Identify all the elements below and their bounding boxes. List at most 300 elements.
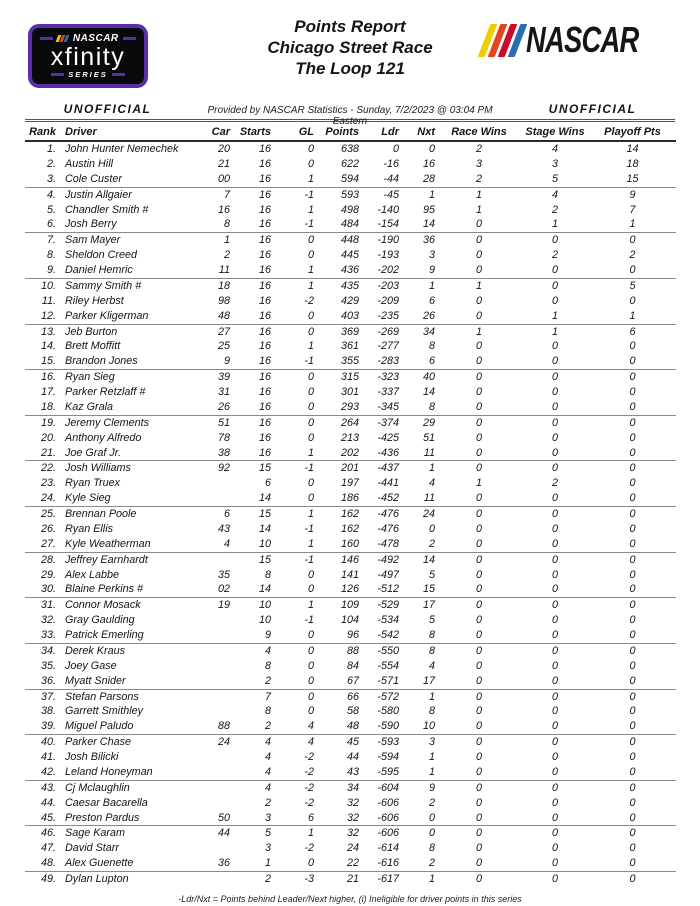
table-cell: 0 (589, 400, 676, 415)
title-line-event: The Loop 121 (295, 59, 405, 78)
table-cell: 0 (307, 690, 314, 703)
table-cell: -512 (361, 582, 401, 597)
table-cell: 2 (264, 796, 271, 809)
table-cell: 594 (316, 172, 361, 187)
table-cell: 1 (307, 827, 314, 840)
table-cell: -452 (361, 491, 401, 506)
table-cell: -154 (361, 217, 401, 232)
table-cell: 0 (437, 354, 521, 369)
table-row (25, 643, 676, 658)
table-cell: 16 (258, 386, 271, 398)
table-row (25, 628, 676, 643)
table-cell: 8 (428, 644, 435, 657)
table-cell: -436 (361, 446, 401, 461)
table-cell: 0 (521, 765, 589, 780)
table-cell: 51 (217, 416, 230, 429)
table-cell: 2 (264, 873, 271, 885)
table-cell: -45 (383, 188, 399, 201)
table-cell: 4 (551, 188, 558, 201)
table-cell: 0 (475, 796, 482, 809)
table-cell: 1 (475, 203, 482, 216)
table-cell: 0 (629, 568, 636, 581)
table-cell: 0 (307, 371, 314, 384)
table-cell: 0 (437, 674, 521, 689)
table-cell: 126 (316, 582, 361, 597)
table-cell: 202 (316, 446, 361, 461)
table-cell: 0 (589, 582, 676, 597)
nascar-stripes-icon (57, 35, 68, 42)
table-cell: -617 (377, 873, 399, 885)
table-cell: 41. (40, 751, 56, 763)
table-cell: 16. (40, 371, 56, 384)
table-cell: 0 (521, 400, 589, 415)
column-header-starts: Starts (232, 123, 273, 141)
table-cell: 0 (629, 873, 636, 885)
table-cell: 18 (626, 157, 639, 170)
table-cell: 0 (437, 856, 521, 871)
table-cell: 0 (521, 354, 589, 369)
table-cell: -476 (377, 508, 399, 520)
table-cell: 1 (428, 279, 435, 292)
table-cell: 5 (428, 614, 435, 627)
table-cell (200, 704, 232, 719)
table-cell: 16 (258, 279, 271, 292)
table-cell: 0 (475, 751, 482, 763)
table-cell: 0 (521, 263, 589, 278)
table-cell: 0 (521, 674, 589, 689)
table-cell: 84 (346, 659, 359, 672)
table-cell: 9 (401, 263, 437, 278)
table-cell: Kyle Sieg (58, 491, 200, 506)
table-cell: 3 (264, 842, 271, 855)
table-cell (200, 796, 232, 811)
table-cell: 0 (437, 628, 521, 643)
table-cell: 14 (401, 217, 437, 232)
table-row (25, 552, 676, 567)
table-cell (200, 659, 232, 674)
table-cell (200, 674, 232, 689)
table-cell: -616 (361, 856, 401, 871)
table-cell: 0 (589, 856, 676, 871)
table-cell: 4 (428, 659, 435, 672)
column-header-nxt: Nxt (401, 123, 437, 141)
table-cell: 0 (475, 690, 482, 703)
table-cell: Parker Chase (65, 736, 132, 749)
table-cell: 315 (340, 371, 359, 384)
table-cell: 16 (258, 203, 271, 216)
table-cell: -140 (377, 203, 399, 216)
table-cell: 26. (40, 522, 56, 535)
table-cell: 6 (401, 354, 437, 369)
table-cell: -1 (304, 462, 314, 475)
table-cell: 5 (264, 827, 271, 840)
table-cell: 16 (232, 217, 273, 232)
table-cell: 19 (217, 599, 230, 612)
table-row (25, 370, 676, 385)
table-cell: Parker Kligerman (58, 309, 200, 324)
table-row (25, 719, 676, 734)
table-cell: -593 (377, 736, 399, 749)
table-cell: 50 (200, 811, 232, 826)
table-cell: -492 (377, 553, 399, 566)
table-cell: 264 (340, 416, 359, 429)
table-cell: 5. (46, 203, 56, 216)
table-cell: 5 (629, 279, 636, 292)
table-cell: -594 (377, 751, 399, 763)
table-cell: 44 (346, 751, 359, 763)
table-cell: Gray Gaulding (65, 614, 135, 627)
table-row (25, 750, 676, 765)
table-row (25, 704, 676, 719)
table-cell: 35 (217, 568, 230, 581)
subheader-row (25, 102, 675, 127)
table-cell: 33. (25, 628, 58, 643)
table-cell: -606 (377, 827, 399, 840)
table-cell: 0 (629, 736, 636, 749)
table-cell: 3 (475, 157, 482, 170)
table-cell: 1 (428, 690, 435, 703)
table-cell: 1 (307, 508, 314, 520)
table-cell: 27 (217, 325, 230, 338)
table-cell: 0 (551, 234, 558, 247)
table-cell: 39. (25, 719, 58, 734)
table-cell: 0 (475, 705, 482, 718)
table-cell: 0 (551, 553, 558, 566)
column-header-points: Points (316, 123, 361, 141)
table-cell: 9 (428, 781, 435, 794)
table-cell: 21. (25, 446, 58, 461)
table-cell: 2 (401, 856, 437, 871)
table-cell: 0 (273, 309, 316, 324)
table-cell: Riley Herbst (65, 294, 124, 307)
table-cell: -2 (304, 781, 314, 794)
table-cell: 1 (273, 537, 316, 552)
table-cell: 24 (422, 508, 435, 520)
table-cell: 14 (232, 491, 273, 506)
table-cell: 17. (40, 386, 56, 398)
table-cell: 43 (217, 522, 230, 535)
table-cell: -3 (304, 873, 314, 885)
badge-series-right-dash (112, 73, 125, 76)
table-cell: 4 (264, 736, 271, 749)
table-cell: 3. (25, 172, 58, 187)
table-cell: -529 (377, 599, 399, 612)
table-cell: Brennan Poole (65, 508, 137, 520)
table-cell: 0 (629, 659, 636, 672)
table-cell: 0 (437, 446, 521, 461)
table-cell: 22 (316, 856, 361, 871)
table-cell: -209 (377, 294, 399, 307)
table-cell: Dylan Lupton (65, 873, 129, 885)
table-cell: 0 (551, 873, 558, 885)
table-cell: -441 (377, 477, 399, 490)
table-cell: 16 (232, 172, 273, 187)
table-cell: 2 (551, 249, 558, 262)
table-row (25, 385, 676, 400)
table-cell: 14 (626, 143, 639, 155)
table-cell: 0 (273, 674, 316, 689)
table-cell: 92 (217, 462, 230, 475)
table-cell: 15 (589, 172, 676, 187)
table-cell: 9 (200, 354, 232, 369)
table-cell: 17 (422, 599, 435, 612)
table-cell: 35. (40, 659, 56, 672)
table-cell: 0 (307, 386, 314, 398)
table-cell: 16 (232, 400, 273, 415)
table-row (25, 613, 676, 628)
table-cell: 0 (589, 674, 676, 689)
table-cell: 23. (40, 477, 56, 490)
table-row (25, 582, 676, 597)
table-cell: 369 (340, 325, 359, 338)
table-cell: 1 (428, 188, 435, 201)
table-cell: 0 (521, 582, 589, 597)
table-cell: Jeffrey Earnhardt (65, 553, 148, 566)
table-cell: Anthony Alfredo (65, 431, 142, 444)
table-cell: 1 (475, 188, 482, 201)
table-cell: Blaine Perkins # (58, 582, 200, 597)
table-cell: 1 (223, 234, 230, 247)
table-cell: 0 (475, 568, 482, 581)
table-cell: 95 (422, 203, 435, 216)
table-cell: 25 (217, 340, 230, 353)
table-cell: 32. (40, 614, 56, 627)
badge-series-left-dash (51, 73, 64, 76)
table-cell: 3 (428, 736, 435, 749)
table-row (25, 309, 676, 324)
table-cell: 0 (629, 690, 636, 703)
table-cell: -595 (361, 765, 401, 780)
table-row (25, 811, 676, 826)
table-cell: -425 (377, 431, 399, 444)
table-row (25, 431, 676, 446)
table-cell (200, 765, 232, 780)
table-cell: 0 (629, 340, 636, 353)
table-cell: -193 (377, 249, 399, 262)
table-cell: 1 (589, 217, 676, 232)
unofficial-label-right: UNOFFICIAL (548, 102, 637, 116)
table-cell: 36. (25, 674, 58, 689)
nascar-logo-bars-icon (484, 24, 521, 57)
table-cell: 0 (273, 582, 316, 597)
table-cell: 4 (307, 736, 314, 749)
table-cell: -44 (361, 172, 401, 187)
table-cell: 15 (258, 462, 271, 475)
nascar-logo (484, 19, 674, 60)
table-cell: 44 (217, 827, 230, 840)
table-cell: -2 (273, 765, 316, 780)
table-row (25, 856, 676, 871)
table-cell: 0 (551, 751, 558, 763)
table-cell: 24 (217, 736, 230, 749)
table-cell: Cole Custer (58, 172, 200, 187)
table-cell: 0 (629, 371, 636, 384)
table-cell: 16 (232, 446, 273, 461)
table-cell: 1 (273, 263, 316, 278)
table-cell: 10 (258, 599, 271, 612)
table-cell: Ryan Sieg (65, 371, 115, 384)
table-cell: 2 (437, 172, 521, 187)
table-cell: 66 (346, 690, 359, 703)
table-cell: 0 (551, 842, 558, 855)
table-cell: 403 (316, 309, 361, 324)
table-cell: 44. (40, 796, 56, 809)
badge-right-dash (123, 37, 136, 40)
table-row (25, 796, 676, 811)
table-cell: -337 (377, 386, 399, 398)
table-cell: 9 (232, 628, 273, 643)
table-cell: 88 (200, 719, 232, 734)
table-cell: 104 (340, 614, 359, 627)
title-line-race: Chicago Street Race (267, 38, 433, 57)
table-cell: 0 (475, 522, 482, 535)
table-cell: 0 (629, 462, 636, 475)
column-header-driver: Driver (58, 123, 200, 141)
table-cell: 1 (551, 325, 558, 338)
table-cell (200, 689, 232, 704)
table-cell: 0 (475, 371, 482, 384)
table-cell: 37. (40, 690, 56, 703)
table-cell: 36 (422, 234, 435, 247)
table-cell: 29. (40, 568, 56, 581)
table-cell: 19. (40, 416, 56, 429)
table-cell: Austin Hill (65, 157, 114, 170)
table-cell: Garrett Smithley (65, 705, 143, 718)
table-cell: 0 (437, 263, 521, 278)
table-cell: 0 (475, 842, 482, 855)
table-cell: 16 (258, 340, 271, 353)
table-cell: Chandler Smith # (65, 203, 149, 216)
table-cell: 34 (346, 781, 359, 794)
table-cell: -497 (377, 568, 399, 581)
table-row (25, 598, 676, 613)
table-cell: 0 (589, 811, 676, 826)
table-cell: 12. (25, 309, 58, 324)
legend-note: -Ldr/Nxt = Points behind Leader/Next higher, (i) Ineligible for driver points in this series (178, 893, 522, 904)
table-cell: 0 (629, 477, 636, 490)
table-cell: 7 (629, 203, 636, 216)
table-cell: 16 (258, 157, 271, 170)
table-cell: 448 (340, 234, 359, 247)
table-cell: 0 (428, 827, 435, 840)
table-cell: 0 (551, 294, 558, 307)
unofficial-label-left: UNOFFICIAL (63, 102, 152, 116)
table-row (25, 507, 676, 522)
table-cell: 18 (217, 279, 230, 292)
table-cell: 43. (40, 781, 56, 794)
table-cell: -1 (304, 614, 314, 627)
table-row (25, 324, 676, 339)
table-cell: 13. (40, 325, 56, 338)
table-cell: 14 (258, 522, 271, 535)
table-cell: 20. (40, 431, 56, 444)
table-cell: 0 (437, 309, 521, 324)
table-cell: 0 (629, 508, 636, 520)
table-cell: 0 (273, 856, 316, 871)
table-row (25, 233, 676, 248)
table-cell: -2 (304, 294, 314, 307)
table-cell: 6 (273, 811, 316, 826)
table-row (25, 263, 676, 278)
table-cell: 8 (428, 705, 435, 718)
table-cell: 2 (428, 796, 435, 809)
table-cell: 0 (629, 827, 636, 840)
table-row (25, 537, 676, 552)
table-cell: 0 (475, 827, 482, 840)
table-row (25, 522, 676, 537)
table-cell: 0 (475, 781, 482, 794)
badge-xfinity-wordmark: xfinity (50, 42, 126, 71)
table-row (25, 491, 676, 506)
table-cell: 16 (258, 249, 271, 262)
table-cell: 429 (340, 294, 359, 307)
table-cell: 8 (428, 842, 435, 855)
table-row (25, 872, 676, 887)
table-cell: 197 (340, 477, 359, 490)
table-cell: 14 (422, 386, 435, 398)
table-cell: 00 (200, 172, 232, 187)
table-cell: 0 (437, 811, 521, 826)
table-cell: 0 (437, 765, 521, 780)
table-cell: 16 (258, 325, 271, 338)
table-cell: 0 (629, 386, 636, 398)
table-cell: 0 (475, 508, 482, 520)
table-cell: -323 (377, 371, 399, 384)
table-cell: 0 (307, 157, 314, 170)
table-cell: 0 (521, 856, 589, 871)
table-row (25, 203, 676, 218)
table-cell: 1 (589, 309, 676, 324)
table-cell: 0 (629, 781, 636, 794)
table-cell: 1 (428, 462, 435, 475)
table-cell: 15. (25, 354, 58, 369)
badge-nascar-wordmark: NASCAR (72, 32, 119, 44)
table-cell: 14. (40, 340, 56, 353)
table-cell: 1 (232, 856, 273, 871)
table-row (25, 354, 676, 369)
table-cell: Sage Karam (65, 827, 126, 840)
table-cell: 0 (437, 400, 521, 415)
table-cell: 2 (232, 674, 273, 689)
table-row (25, 689, 676, 704)
table-cell: 0 (475, 294, 482, 307)
table-cell: 45. (25, 811, 58, 826)
table-cell: 8 (200, 217, 232, 232)
table-cell: Cj Mclaughlin (65, 781, 130, 794)
table-cell: 8 (428, 340, 435, 353)
table-cell: 1 (521, 309, 589, 324)
table-cell: 0 (551, 736, 558, 749)
table-cell: 36 (200, 856, 232, 871)
table-cell: 0 (307, 644, 314, 657)
table-cell: 361 (340, 340, 359, 353)
table-cell: 186 (316, 491, 361, 506)
table-cell: 25. (40, 508, 56, 520)
table-cell: 16 (258, 188, 271, 201)
table-cell: -2 (304, 751, 314, 763)
table-cell: 0 (521, 537, 589, 552)
table-cell: -572 (377, 690, 399, 703)
table-cell: 24. (25, 491, 58, 506)
table-cell (200, 643, 232, 658)
table-cell: 1. (46, 143, 56, 155)
table-cell: 1 (475, 477, 482, 490)
table-cell: 0 (589, 765, 676, 780)
table-cell: 0 (629, 614, 636, 627)
column-header-gl: GL (273, 123, 316, 141)
table-cell: 0 (437, 217, 521, 232)
table-cell: 34 (422, 325, 435, 338)
